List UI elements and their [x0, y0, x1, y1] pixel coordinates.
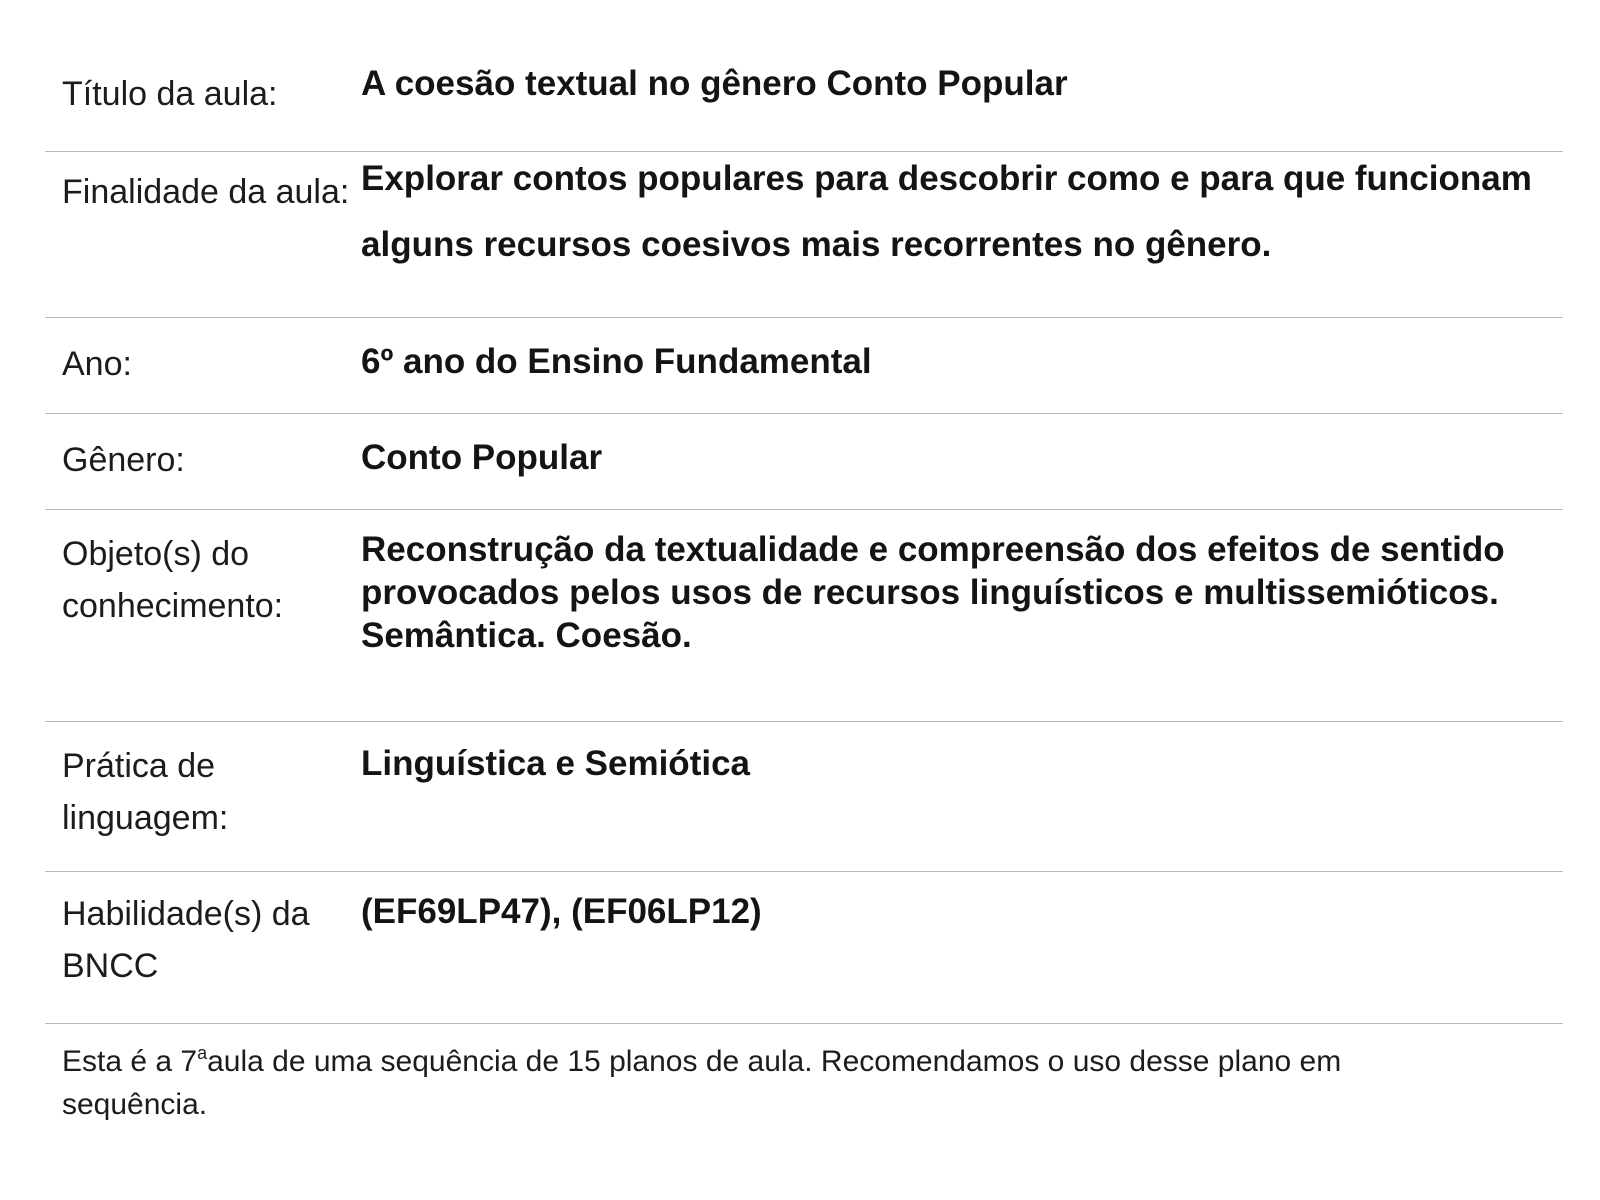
value-school-year: 6º ano do Ensino Fundamental	[361, 342, 872, 381]
row-lesson-title	[45, 52, 1563, 152]
label-lesson-purpose: Finalidade da aula:	[62, 173, 350, 211]
row-knowledge-objects	[45, 510, 1563, 722]
label-knowledge-objects: Objeto(s) do conhecimento:	[62, 535, 284, 625]
label-lesson-title: Título da aula:	[62, 75, 278, 113]
label-language-practice: Prática de linguagem:	[62, 747, 229, 837]
row-school-year	[45, 318, 1563, 414]
value-knowledge-objects: Reconstrução da textualidade e compreensão dos efeitos de sentido provocados pelos usos de recursos linguísticos e multissemióticos. Semântica. Coesão.	[361, 530, 1505, 655]
label-bncc-skills: Habilidade(s) da BNCC	[62, 895, 310, 985]
value-lesson-purpose: Explorar contos populares para descobrir como e para que funcionam alguns recursos coesivos mais recorrentes no gênero.	[361, 159, 1532, 264]
label-genre: Gênero:	[62, 441, 185, 479]
sequence-note	[45, 1024, 1462, 1126]
value-bncc-skills: (EF69LP47), (EF06LP12)	[361, 892, 762, 931]
value-genre: Conto Popular	[361, 438, 603, 477]
row-lesson-purpose	[45, 152, 1563, 318]
value-lesson-title: A coesão textual no gênero Conto Popular	[361, 64, 1068, 103]
label-school-year: Ano:	[62, 345, 132, 383]
sequence-note-ordinal: a	[197, 1043, 208, 1063]
value-language-practice: Linguística e Semiótica	[361, 744, 750, 783]
sequence-note-start: Esta é a 7	[62, 1045, 198, 1078]
row-bncc-skills	[45, 872, 1563, 1024]
row-language-practice	[45, 722, 1563, 872]
row-genre	[45, 414, 1563, 510]
lesson-plan-table	[45, 52, 1563, 1126]
sequence-note-end: aula de uma sequência de 15 planos de aula. Recomendamos o uso desse plano em sequência.	[62, 1045, 1342, 1121]
